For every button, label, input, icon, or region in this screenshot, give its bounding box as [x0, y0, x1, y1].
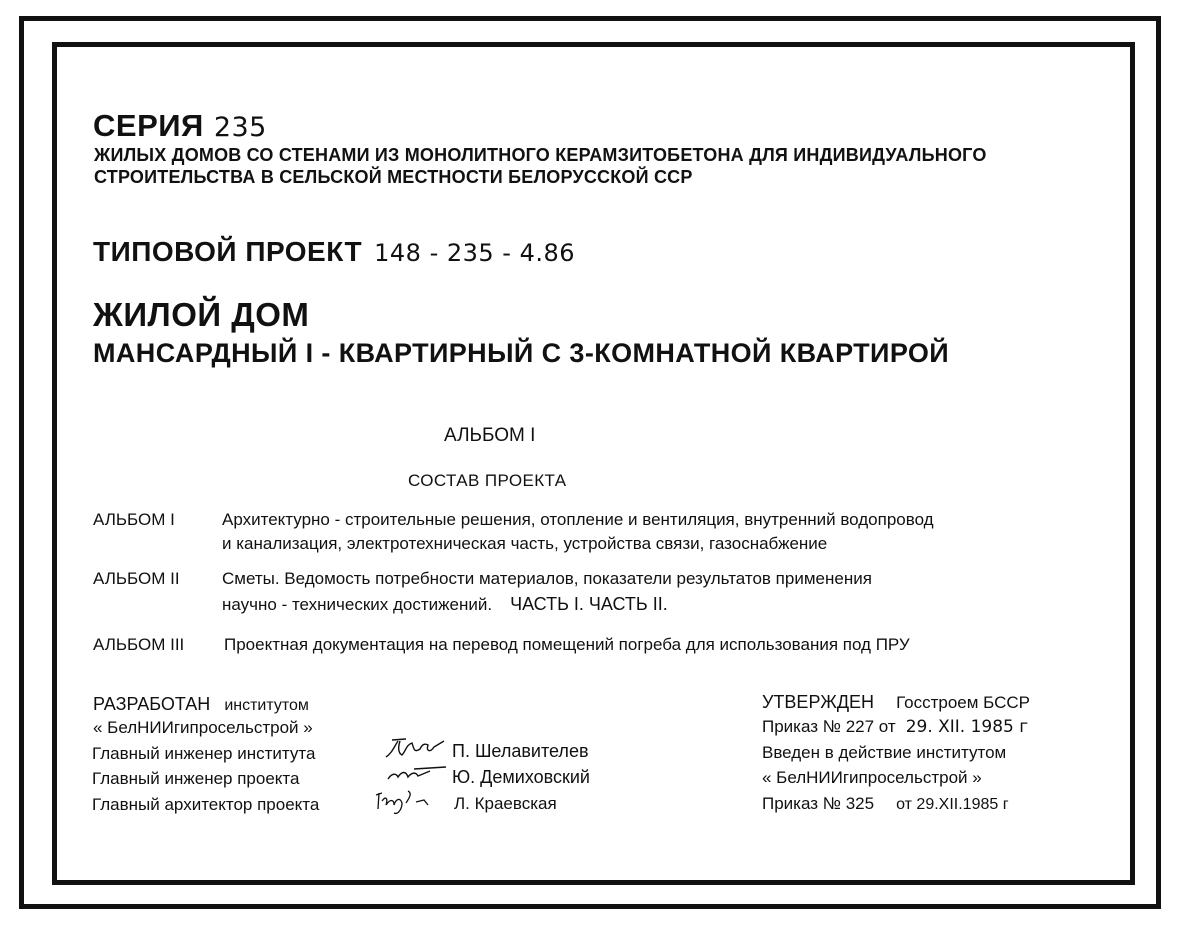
- developed-by: институтом: [224, 697, 309, 714]
- album-3-label: АЛЬБОМ ІІІ: [93, 635, 185, 654]
- developer-institute: « БелНИИгипросельстрой »: [93, 718, 313, 737]
- building-title: ЖИЛОЙ ДОМ: [93, 296, 310, 333]
- signature-demikhovsky: [384, 763, 450, 783]
- staff-name-1: П. Шелавителев: [452, 741, 589, 761]
- order-1-date: 29. XII. 1985 г: [905, 717, 1029, 737]
- typical-project-heading: [93, 236, 575, 268]
- order-2-prefix: Приказ № 325: [762, 794, 875, 813]
- developed-label: РАЗРАБОТАН: [93, 694, 211, 714]
- staff-role-2: Главный инженер проекта: [92, 769, 300, 788]
- developer-line: [93, 694, 309, 715]
- staff-name-2: Ю. Демиховский: [452, 767, 590, 787]
- album-1-line-1: Архитектурно - строительные решения, отопление и вентиляция, внутренний водопровод: [222, 510, 934, 529]
- album-2-line-1: Сметы. Ведомость потребности материалов, показатели результатов применения: [222, 569, 872, 588]
- approval-order-1: [762, 717, 1028, 737]
- series-description-line-1: ЖИЛЫХ ДОМОВ СО СТЕНАМИ ИЗ МОНОЛИТНОГО КЕРАМЗИТОБЕТОНА ДЛЯ ИНДИВИДУАЛЬНОГО: [94, 145, 987, 165]
- album-2-label: АЛЬБОМ ІІ: [93, 569, 180, 588]
- staff-role-3: Главный архитектор проекта: [92, 795, 320, 814]
- enacted-line: Введен в действие институтом: [762, 743, 1007, 762]
- signature-kraevskaya: [372, 787, 436, 817]
- album-1-label: АЛЬБОМ І: [93, 510, 175, 529]
- staff-role-1: Главный инженер института: [92, 744, 316, 763]
- building-subtitle: МАНСАРДНЫЙ І - КВАРТИРНЫЙ С 3-КОМНАТНОЙ КВАРТИРОЙ: [93, 338, 950, 368]
- composition-title: СОСТАВ ПРОЕКТА: [408, 471, 567, 490]
- order-2-date: от 29.XII.1985 г: [896, 796, 1009, 813]
- approval-order-2: [762, 794, 1009, 814]
- approval-institute: « БелНИИгипросельстрой »: [762, 768, 982, 787]
- album-2-line-2-text: научно - технических достижений.: [222, 595, 493, 614]
- album-2-line-2: [222, 594, 668, 615]
- approved-label: УТВЕРЖДЕН: [762, 692, 875, 712]
- signature-shelavitelev: [384, 735, 450, 761]
- series-label: СЕРИЯ: [93, 108, 204, 143]
- approved-by: Госстроем БССР: [896, 693, 1031, 712]
- series-description-line-2: СТРОИТЕЛЬСТВА В СЕЛЬСКОЙ МЕСТНОСТИ БЕЛОРУССКОЙ ССР: [94, 167, 693, 187]
- current-album: АЛЬБОМ І: [444, 425, 536, 446]
- album-1-line-2: и канализация, электротехническая часть, устройства связи, газоснабжение: [222, 534, 828, 553]
- album-3-line-1: Проектная документация на перевод помещений погреба для использования под ПРУ: [224, 635, 910, 654]
- typical-project-label: ТИПОВОЙ ПРОЕКТ: [93, 236, 363, 267]
- series-heading: [93, 108, 267, 144]
- album-2-parts: ЧАСТЬ І. ЧАСТЬ ІІ.: [510, 594, 668, 614]
- typical-project-number: 148 - 235 - 4.86: [374, 239, 576, 267]
- series-number: 235: [213, 112, 267, 143]
- order-1-prefix: Приказ № 227 от: [762, 717, 896, 736]
- staff-name-3: Л. Краевская: [454, 794, 557, 813]
- approval-line: [762, 692, 1030, 713]
